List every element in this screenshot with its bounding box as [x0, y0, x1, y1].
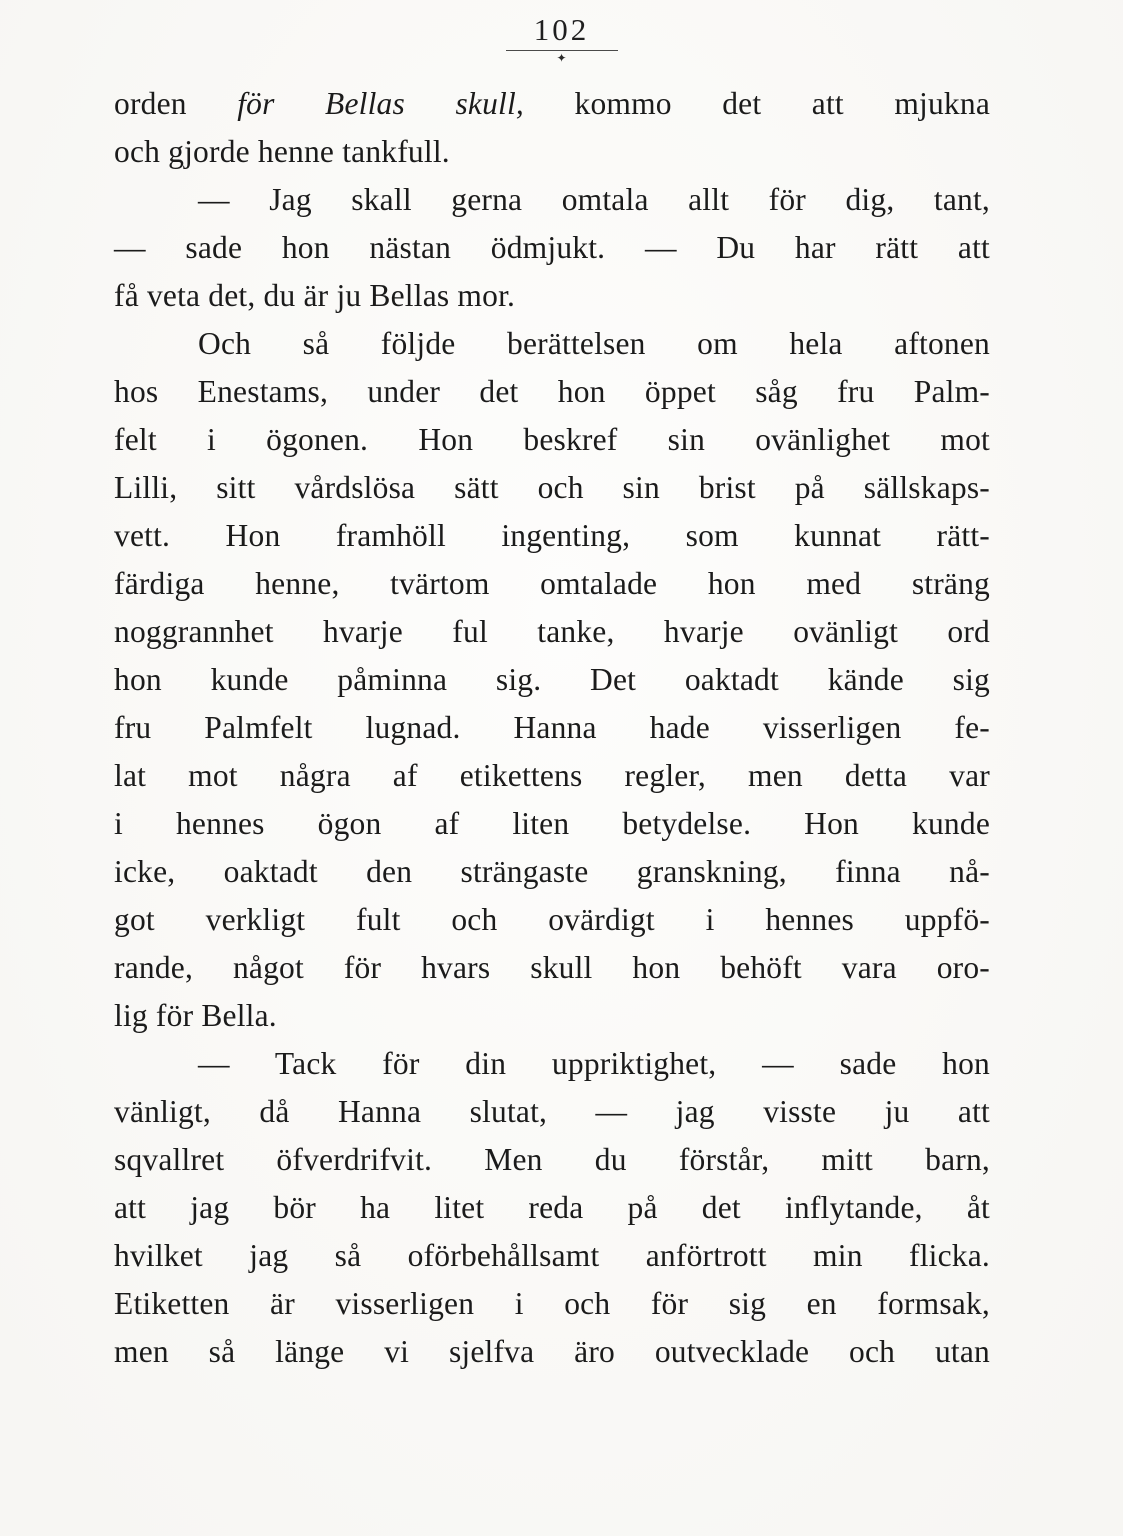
- text-segment: få veta det, du är ju Bellas mor.: [114, 278, 516, 313]
- text-line: [114, 464, 990, 512]
- text-segment: vett. Hon framhöll ingenting, som kunnat rätt-: [114, 518, 990, 553]
- page-number: 102: [533, 12, 590, 47]
- text-line: [114, 1232, 990, 1280]
- ornament-mark-icon: ✦: [556, 51, 567, 65]
- text-line: [114, 608, 990, 656]
- text-segment: att jag bör ha litet reda på det inflytande, åt: [114, 1190, 990, 1225]
- text-line: [114, 848, 990, 896]
- text-segment: men så länge vi sjelfva äro outvecklade och utan: [114, 1334, 990, 1369]
- text-segment: vänligt, då Hanna slutat, — jag visste ju att: [114, 1094, 990, 1129]
- text-segment: Etiketten är visserligen i och för sig en formsak,: [114, 1286, 990, 1321]
- text-line: [114, 512, 990, 560]
- text-segment: kommo det att mjukna: [524, 86, 991, 121]
- text-segment: rande, något för hvars skull hon behöft vara oro-: [114, 950, 990, 985]
- text-segment: orden: [114, 86, 238, 121]
- text-line: [114, 176, 990, 224]
- text-line: [114, 560, 990, 608]
- text-line: [114, 1088, 990, 1136]
- text-line: [114, 656, 990, 704]
- text-line: [114, 1280, 990, 1328]
- page-header: [0, 12, 1123, 64]
- text-segment: sqvallret öfverdrifvit. Men du förstår, mitt barn,: [114, 1142, 990, 1177]
- text-segment: lig för Bella.: [114, 998, 277, 1033]
- text-segment: icke, oaktadt den strängaste granskning, finna nå-: [114, 854, 990, 889]
- italic-phrase: för Bellas skull,: [237, 86, 525, 121]
- text-line: [114, 944, 990, 992]
- text-line: [114, 272, 990, 320]
- text-segment: lat mot några af etikettens regler, men detta var: [114, 758, 990, 793]
- text-line: [114, 752, 990, 800]
- text-line: [114, 80, 990, 128]
- text-segment: got verkligt fult och ovärdigt i hennes uppfö-: [114, 902, 990, 937]
- text-segment: — Jag skall gerna omtala allt för dig, tant,: [198, 182, 990, 217]
- text-line: [114, 704, 990, 752]
- text-segment: hon kunde påminna sig. Det oaktadt kände sig: [114, 662, 990, 697]
- text-line: [114, 128, 990, 176]
- text-line: [114, 416, 990, 464]
- text-line: [114, 1040, 990, 1088]
- text-segment: felt i ögonen. Hon beskref sin ovänlighet mot: [114, 422, 990, 457]
- text-segment: hvilket jag så oförbehållsamt anförtrott min flicka.: [114, 1238, 990, 1273]
- text-line: [114, 1136, 990, 1184]
- text-line: [114, 368, 990, 416]
- text-line: [114, 224, 990, 272]
- text-block: [114, 80, 990, 1376]
- text-line: [114, 992, 990, 1040]
- text-line: [114, 896, 990, 944]
- text-line: [114, 800, 990, 848]
- text-line: [114, 1328, 990, 1376]
- text-segment: i hennes ögon af liten betydelse. Hon kunde: [114, 806, 990, 841]
- text-segment: hos Enestams, under det hon öppet såg fru Palm-: [114, 374, 990, 409]
- text-segment: — Tack för din uppriktighet, — sade hon: [198, 1046, 990, 1081]
- text-segment: och gjorde henne tankfull.: [114, 134, 450, 169]
- text-line: [114, 320, 990, 368]
- text-segment: färdiga henne, tvärtom omtalade hon med sträng: [114, 566, 990, 601]
- text-segment: — sade hon nästan ödmjukt. — Du har rätt att: [114, 230, 990, 265]
- text-line: [114, 1184, 990, 1232]
- text-segment: Och så följde berättelsen om hela aftonen: [198, 326, 990, 361]
- text-segment: fru Palmfelt lugnad. Hanna hade visserligen fe-: [114, 710, 990, 745]
- text-segment: Lilli, sitt vårdslösa sätt och sin brist på sällskaps-: [114, 470, 990, 505]
- text-segment: noggrannhet hvarje ful tanke, hvarje ovänligt ord: [114, 614, 990, 649]
